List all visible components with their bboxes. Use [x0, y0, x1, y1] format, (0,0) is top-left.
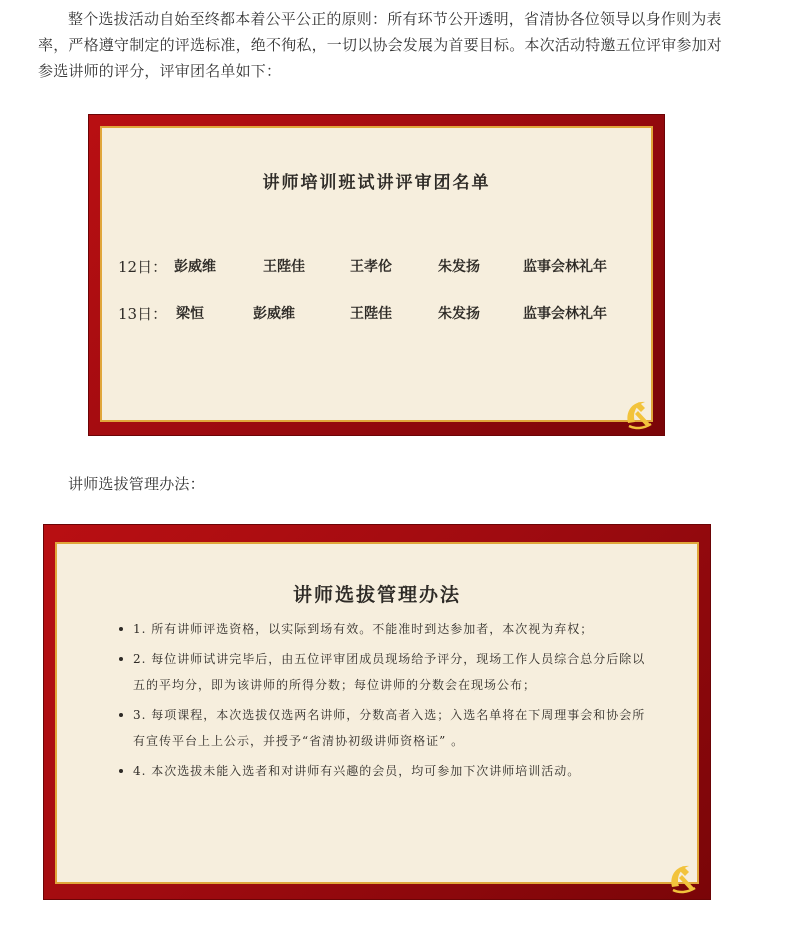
jury-list-card [100, 126, 653, 422]
jury-member: 王陛佳 [350, 306, 392, 322]
rule-item: 3. 每项课程，本次选拔仅选两名讲师，分数高者入选；入选名单将在下周理事会和协会所有宣传平台上上公示，并授予“省清协初级讲师资格证” 。 [133, 702, 653, 754]
rule-item: 4. 本次选拔未能入选者和对讲师有兴趣的会员，均可参加下次讲师培训活动。 [133, 758, 653, 784]
jury-member: 监事会林礼年 [523, 259, 607, 275]
rules-card [55, 542, 699, 884]
rules-list [133, 616, 653, 788]
rule-item: 1. 所有讲师评选资格，以实际到场有效。不能准时到达参加者，本次视为弃权； [133, 616, 653, 642]
jury-list-image [88, 114, 665, 436]
jury-member: 朱发扬 [438, 306, 480, 322]
rules-image [43, 524, 711, 900]
party-emblem-icon [621, 396, 657, 432]
party-emblem-icon [665, 860, 701, 896]
section-label: 讲师选拔管理办法： [68, 475, 205, 493]
rules-title: 讲师选拔管理办法 [292, 584, 461, 606]
intro-paragraph: 整个选拔活动自始至终都本着公平公正的原则：所有环节公开透明，省清协各位领导以身作则为表率，严格遵守制定的评选标准，绝不徇私，一切以协会发展为首要目标。本次活动特邀五位评审参加对参选讲师的评分，评审团名单如下： [38, 10, 723, 80]
jury-member: 王陛佳 [263, 259, 305, 275]
jury-list-title: 讲师培训班试讲评审团名单 [262, 173, 491, 193]
jury-member: 彭威维 [253, 306, 295, 322]
jury-day: 12日： [118, 258, 168, 276]
jury-day: 13日： [118, 305, 168, 323]
jury-member: 监事会林礼年 [523, 306, 607, 322]
jury-member: 彭威维 [174, 259, 216, 275]
rule-item: 2. 每位讲师试讲完毕后，由五位评审团成员现场给予评分，现场工作人员综合总分后除以五的平均分，即为该讲师的所得分数；每位讲师的分数会在现场公布； [133, 646, 653, 698]
jury-member: 王孝伦 [350, 259, 392, 275]
jury-member: 朱发扬 [438, 259, 480, 275]
jury-member: 梁恒 [176, 306, 204, 322]
